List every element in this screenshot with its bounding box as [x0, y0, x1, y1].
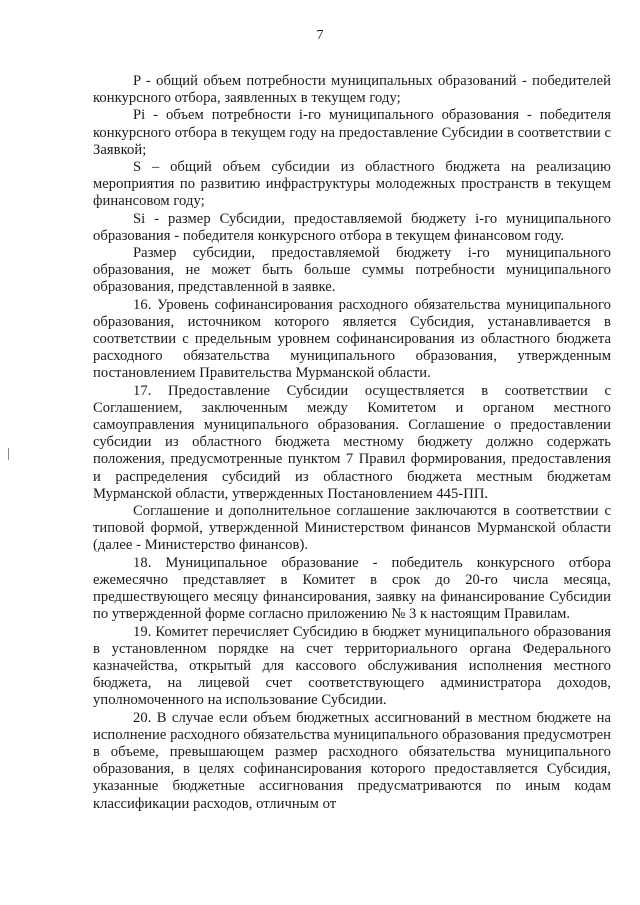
paragraph-19: 19. Комитет перечисляет Субсидию в бюджет муниципального образования в установленном порядке на счет территориального органа Федерального казначейства, открытый для кассового обслуживания исполнения местного бюджета, на лицевой счет соответствующего администратора доходов, уполномоченного на использование Субсидии. — [93, 623, 611, 709]
paragraph-18: 18. Муниципальное образование - победитель конкурсного отбора ежемесячно представляет в Комитет в срок до 20-го числа месяца, предшествующего месяцу финансирования, заявку на финансирование Субсидии по утвержденной форме согласно приложению № 3 к настоящим Правилам. — [93, 554, 611, 623]
paragraph-16: 16. Уровень софинансирования расходного обязательства муниципального образования, источником которого является Субсидия, устанавливается в соответствии с предельным уровнем софинансирования из областного бюджета расходного обязательства муниципального образования, утвержденным постановлением Правительства Мурманской области. — [93, 296, 611, 382]
paragraph-s-definition: S – общий объем субсидии из областного бюджета на реализацию мероприятия по развитию инфраструктуры молодежных пространств в текущем финансовом году; — [93, 159, 611, 210]
page-number: 7 — [316, 28, 324, 43]
paragraph-agreement: Соглашение и дополнительное соглашение заключаются в соответствии с типовой формой, утвержденной Министерством финансов Мурманской области (далее - Министерство финансов). — [93, 503, 611, 554]
paragraph-17: 17. Предоставление Субсидии осуществляется в соответствии с Соглашением, заключенным между Комитетом и органом местного самоуправления муниципального образования. Соглашение о предоставлении субсидии из областного бюджета местному бюджету должно содержать положения, предусмотренные пунктом 7 Правил формирования, предоставления и распределения субсидий из областного бюджета местным бюджетам Мурманской области, утвержденных Постановлением 445-ПП. — [93, 382, 611, 502]
paragraph-p-definition: P - общий объем потребности муниципальных образований - победителей конкурсного отбора, заявленных в текущем году; — [93, 73, 611, 107]
document-body — [93, 73, 611, 813]
paragraph-si-definition: Si - размер Субсидии, предоставляемой бюджету i-го муниципального образования - победителя конкурсного отбора в текущем финансовом году. — [93, 210, 611, 244]
scan-artifact-mark — [8, 448, 9, 460]
paragraph-pi-definition: Pi - объем потребности i-го муниципального образования - победителя конкурсного отбора в текущем году на предоставление Субсидии в соответствии с Заявкой; — [93, 107, 611, 158]
paragraph-subsidy-limit: Размер субсидии, предоставляемой бюджету i-го муниципального образования, не может быть больше суммы потребности муниципального образования, представленной в заявке. — [93, 245, 611, 296]
paragraph-20: 20. В случае если объем бюджетных ассигнований в местном бюджете на исполнение расходного обязательства муниципального образования предусмотрен в объеме, превышающем размер расходного обязательства муниципального образования, в целях софинансирования которого предоставляется Субсидия, указанные бюджетные ассигнования предусматриваются по иным кодам классификации расходов, отличным от — [93, 709, 611, 812]
